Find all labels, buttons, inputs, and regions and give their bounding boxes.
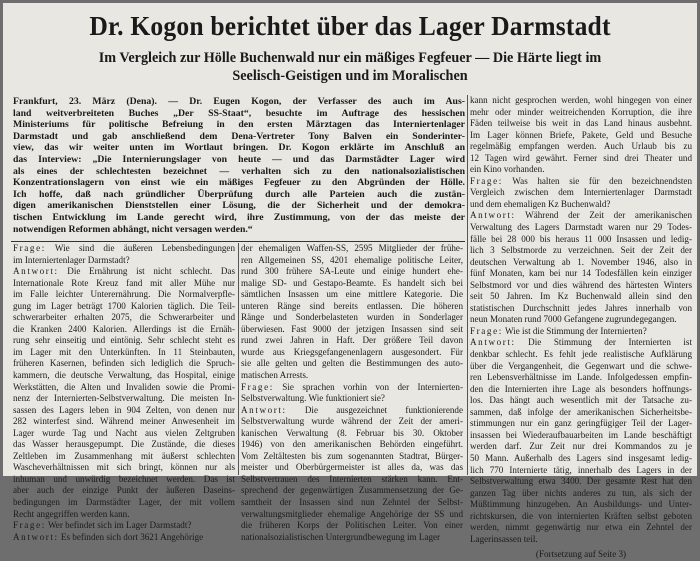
article-line — [13, 532, 235, 544]
article-line — [470, 153, 692, 165]
line-text: malige SD- und Gestapo-Beamte. Es handelt sich bei — [241, 277, 463, 288]
line-text: Internationale Rote Kreuz fand mit aller Mühe nur — [13, 277, 235, 288]
article-line — [470, 187, 692, 199]
line-text: statistischen Durchschnitt jedes Jahres innerhalb von — [470, 302, 692, 313]
article-line — [470, 280, 692, 292]
column-rule-2 — [467, 95, 468, 475]
column-1 — [13, 243, 235, 543]
line-text: sämtlichen Insassen um eine mittlere Kategorie. Die — [241, 289, 463, 300]
lead-line: Darmstadt und gab anschließend dem Dena-Vertreter Tony Balven ein Sonderinter- — [13, 130, 465, 142]
qa-label: Frage: — [13, 243, 46, 253]
article-line — [241, 474, 463, 486]
lead-line: Frankfurt, 23. März (Dena). — Dr. Eugen Kogon, der Verfasser des auch im Aus- — [13, 96, 465, 107]
article-line — [13, 485, 235, 497]
article-line — [13, 324, 235, 336]
article-line — [13, 462, 235, 474]
line-text: Werkstätten, die Alten und Invaliden sowie die Promi- — [13, 381, 235, 392]
line-text: Zeltleben im Zusammenhang mit äußerst schlechten — [13, 450, 235, 461]
line-text: rung sehr einseitig und eintönig. Sehr schlecht steht es — [13, 335, 235, 346]
lead-line: Konzentrationslagern von einst wie ein mäßiges Fegfeuer zu den Abgründen der Hölle. — [13, 177, 465, 189]
lead-line: tischen Entwicklung im Lande gerecht wird, ihre Zustimmung, von der das meiste der — [13, 211, 465, 223]
line-text: lich 3 Selbstmorde zu verzeichnen. Seit der Zeit der — [470, 245, 692, 256]
line-text: nationalsozialistischen Untergrundbewegung im Lager — [241, 531, 441, 542]
column-rule-1 — [238, 243, 239, 475]
article-line — [470, 349, 692, 361]
article-line — [470, 488, 692, 500]
article-line — [241, 509, 463, 521]
line-text: fälle bei 28 000 bis heraus 11 000 Insassen und ledig- — [470, 233, 692, 244]
article-line — [470, 257, 692, 269]
line-text: meister und Oberbürgermeister ist alles da, was das — [241, 462, 463, 473]
lead-line: view, das wir weiter unten im Wortlaut bringen. Dr. Kogon erklärte im Anschluß an — [13, 142, 465, 154]
line-text: deutschen Verwaltung ab 1. November 1946, also in — [470, 256, 692, 267]
line-text: kann nicht gesprochen werden, wohl hingegen von einer — [470, 95, 692, 105]
line-text: Fäden teilweise bis weit in das Land hinaus ausbehnt. — [470, 118, 692, 129]
line-text: los. Das hängt auch wesentlich mit der Tatsache zu- — [470, 395, 692, 406]
article-line — [470, 337, 692, 349]
line-text: Es befinden sich dort 3621 Angehörige — [58, 531, 204, 542]
line-text: sie alle gelten und gelten die Bestimmungen des auto- — [241, 358, 463, 369]
line-text: ren Lebensverhältnisse im Lande. Infolgedessen empfin- — [470, 372, 692, 383]
article-line — [241, 255, 463, 267]
article-line — [241, 278, 463, 290]
line-text: Die Ernährung ist nicht schlecht. Das — [58, 266, 235, 277]
line-text: und dem ehemaligen Kz Buchenwald? — [470, 198, 611, 209]
article-line — [241, 497, 463, 509]
line-text: fünf Monaten, kam bei nur 14 Todesfällen kein einziger — [470, 268, 692, 279]
qa-label: Antwort: — [470, 210, 516, 221]
line-text: ganzen Tag über nichts anderes zu tun, als sich der — [470, 487, 692, 498]
qa-label: Frage: — [470, 325, 503, 336]
line-text: die früheren Korps der Politischen Leiter. Von einer — [241, 520, 463, 531]
line-text: Im Lager können Briefe, Pakete, Geld und Besuche — [470, 129, 692, 140]
article-line — [470, 453, 692, 465]
line-text: überwiesen. Fast 9000 der jetzigen Insassen sind seit — [241, 323, 463, 334]
article-line — [13, 278, 235, 290]
article-line — [470, 384, 692, 396]
line-text: schwerarbeiter erhalten 2075, die Schwerarbeiter und — [13, 312, 235, 323]
line-text: regelmäßig empfangen werden. Auch Urlaub bis zu — [470, 141, 692, 152]
line-text: lich 770 Internierte tätig, innerhalb des Lagers in der — [470, 464, 692, 475]
article-line — [470, 314, 692, 326]
line-text: Wie sind die äußeren Lebensbedingungen — [45, 243, 235, 253]
line-text: den die Internierten ihre Lage als besonders hoffnungs- — [470, 383, 692, 394]
article-line — [241, 324, 463, 336]
line-text: sassen des Lagers leben in 904 Zelten, von denen nur — [13, 404, 235, 415]
line-text: stimmungen nur ein ganz geringfügiger Teil der Lager- — [470, 418, 692, 429]
article-line — [13, 393, 235, 405]
article-line — [470, 234, 692, 246]
article-line — [470, 222, 692, 234]
article-line — [470, 118, 692, 130]
line-text: 282 winterfest sind. Während meiner Anwesenheit im — [13, 416, 235, 427]
line-text: im Lager mit den Unterkünften. In 11 Steinbauten, — [13, 346, 235, 357]
line-text: Selbstverwaltung etwa 3400. Der gesamte Rest hat den — [470, 476, 692, 487]
article-line — [241, 266, 463, 278]
line-text: kammern, die deutsche Verwaltung, das Hospital, einige — [13, 370, 235, 381]
article-line — [470, 107, 692, 119]
line-text: neun Monaten rund 7000 Gefangene zugrundegegangen. — [470, 314, 677, 325]
line-text: werden darf. Zur Zeit nur drei Kommandos zu je — [470, 441, 692, 452]
article-line — [470, 95, 692, 107]
line-text: Recht angegriffen werden kann. — [13, 508, 130, 519]
article-line — [470, 199, 692, 211]
article-line — [470, 534, 692, 546]
article-line — [470, 176, 692, 188]
article-line — [241, 428, 463, 440]
article-line — [241, 462, 463, 474]
article-line — [13, 416, 235, 428]
article-line — [241, 416, 463, 428]
article-line — [13, 266, 235, 278]
line-text: Vergleich zwischen dem Interniertenlager Darmstadt — [470, 187, 692, 198]
line-text: Wer befindet sich im Lager Darmstadt? — [45, 520, 192, 531]
article-line — [241, 532, 463, 544]
subheadline — [3, 49, 697, 85]
line-text: im Falle leichter Unterernährung. Die Normalverpfle- — [13, 289, 235, 300]
article-line — [241, 382, 463, 394]
article-line — [13, 255, 235, 267]
lead-line: digen amerikanischen Dienststellen einer Lösung, die der Sicherheit und der demokra- — [13, 200, 465, 212]
line-text: aber auch der einzige Punkt der äußeren Daseins- — [13, 485, 235, 496]
line-text: mehr oder minder weitreichenden Korruption, die ihre — [470, 106, 692, 117]
line-text: kanischen Verwaltung (8. Februar bis 30. Oktober — [241, 427, 463, 438]
line-text: die Kranken 2400 Kalorien. Allerdings ist die Ernäh- — [13, 323, 235, 334]
line-text: rund zwei Jahren in Haft. Der größere Teil davon — [241, 335, 463, 346]
article-line — [470, 326, 692, 338]
article-line — [470, 164, 692, 176]
article-line — [13, 520, 235, 532]
line-text: 12 Tagen wird gewährt. Ferner sind drei Theater und — [470, 152, 692, 163]
continuation-note: (Fortsetzung auf Seite 3) — [535, 549, 627, 560]
line-text: werden, nimmt gegenwärtig nur etwa ein Zehntel der — [470, 522, 692, 533]
line-text: nenz der Internierten-Selbstverwaltung. Die meisten In- — [13, 393, 235, 404]
lead-line: Ministeriums für politische Befreiung in den ersten Märztagen das Interniertenlager — [13, 119, 465, 131]
article-line — [13, 243, 235, 255]
line-text: sammen, daß infolge der amerikanischen Sicherheitsbe- — [470, 406, 692, 417]
article-line — [241, 243, 463, 255]
line-text: der ehemaligen Waffen-SS, 2595 Mitglieder der frühe- — [241, 243, 463, 253]
column-3 — [470, 95, 692, 561]
lead-line: als eines der schlechtesten bezeichnet — verhalten sich zu den nationalsozialistischen — [13, 165, 465, 177]
article-line — [241, 451, 463, 463]
article-line — [13, 358, 235, 370]
article-line — [13, 474, 235, 486]
line-text: Ränge und Sonderbelasteten wurden in Sonderlager — [241, 312, 463, 323]
article-line — [470, 291, 692, 303]
article-line — [470, 210, 692, 222]
qa-label: Antwort: — [13, 531, 59, 542]
lead-line: das Interview: „Die Internierungslager von heute — und das Darmstädter Lager wird — [13, 153, 465, 165]
line-text: bedingungen im Darmstädter Lager, der mit vollem — [13, 497, 235, 508]
line-text: Müßtimmung hinzugeben. An Ausbildungs- und Unter- — [470, 499, 692, 510]
line-text: im Interniertenlager Darmstadt? — [13, 254, 130, 265]
article-line — [13, 370, 235, 382]
lead-line: Ich hoffe, daß nach gründlicher Überprüfung durch alle Parteien auch die zustän- — [13, 188, 465, 200]
article-line — [470, 268, 692, 280]
line-text: denkbar schlecht. Es fehlt jede realistische Aufklärung — [470, 349, 692, 360]
article-line — [13, 497, 235, 509]
subheadline-line-1: Im Vergleich zur Hölle Buchenwald nur ein mäßiges Fegfeuer — Die Härte liegt im — [98, 50, 602, 66]
article-line — [13, 382, 235, 394]
line-text: sprechend der gegenwärtigen Zusammensetzung der Ge- — [241, 485, 463, 496]
line-text: Wascheverhältnissen mit sich bringt, können nur als — [13, 462, 235, 473]
line-text: Selbstverwaltung wurde während der Zeit der ameri- — [241, 416, 463, 427]
line-text: Selbstmord vor und dies während des härtesten Winters — [470, 279, 692, 290]
article-line — [470, 418, 692, 430]
line-text: seit 50 Jahren. Im Kz Buchenwald allein sind den — [470, 291, 692, 302]
line-text: Während der Zeit der amerikanischen — [515, 210, 692, 221]
line-text: unteren Ränge sind bereits entlassen. Die höheren — [241, 300, 463, 311]
article-line — [241, 289, 463, 301]
article-line — [241, 301, 463, 313]
lead-line: notwendigen Reformen abhängt, nicht versagen werden.“ — [13, 223, 253, 235]
qa-label: Frage: — [470, 175, 503, 186]
column-2 — [241, 243, 463, 543]
line-text: samtheit der Insassen sind nun Zehntel der Selbst- — [241, 497, 463, 508]
article-line — [241, 358, 463, 370]
line-text: Sie sprachen vorhin von der Internierten- — [273, 381, 463, 392]
article-line — [13, 289, 235, 301]
newspaper-page — [3, 3, 697, 560]
line-text: 1946) von den amerikanischen Behörden eingeführt. — [241, 439, 463, 450]
article-line — [470, 303, 692, 315]
line-text: das Wasser herausgepumpt. Die Zustände, die dieses — [13, 439, 235, 450]
line-text: über die Vergangenheit, die Gegenwart und die schwe- — [470, 360, 692, 371]
line-text: rund 300 frühere SA-Leute und einige hundert ehe- — [241, 266, 463, 277]
line-text: ein Kino vorhanden. — [470, 164, 545, 175]
headline: Dr. Kogon berichtet über das Lager Darmstadt — [89, 10, 611, 41]
article-line — [13, 312, 235, 324]
line-text: insassen bei Wiederaufbauarbeiten im Lande beschäftigt — [470, 429, 692, 440]
line-text: Vom Zeltältesten bis zum sogenannten Stadtrat, Bürger- — [241, 450, 463, 461]
line-text: matischen Arrests. — [241, 370, 309, 381]
subheadline-line-2: Seelisch-Geistigen und im Moralischen — [232, 68, 468, 84]
qa-label: Frage: — [13, 520, 46, 531]
article-line — [241, 347, 463, 359]
article-line — [470, 522, 692, 534]
article-line — [470, 361, 692, 373]
article-line — [241, 439, 463, 451]
line-text: Selbstverwaltung. Wie funktioniert sie? — [241, 393, 385, 404]
line-text: 50 Mann. Außerhalb des Lagers sind insgesamt ledig- — [470, 452, 692, 463]
article-line — [470, 430, 692, 442]
line-text: inhuman und unwürdig bezeichnet werden. Das ist — [13, 473, 235, 484]
line-text: früheren Kasernen, befinden sich lediglich die Spruch- — [13, 358, 235, 369]
article-line — [241, 393, 463, 405]
article-line — [13, 451, 235, 463]
line-text: gung im Lager beträgt 1700 Kalorien täglich. Die Teil- — [13, 300, 235, 311]
article-line — [13, 335, 235, 347]
article-line — [13, 301, 235, 313]
qa-label: Antwort: — [13, 266, 59, 277]
line-text: Was halten sie für den bezeichnendsten — [502, 175, 692, 186]
article-line — [470, 395, 692, 407]
article-line — [470, 407, 692, 419]
section-divider — [11, 241, 465, 242]
line-text: Verwaltung des Lagers Darmstadt waren nur 29 Todes- — [470, 222, 692, 233]
article-line — [13, 428, 235, 440]
article-line — [470, 372, 692, 384]
article-line — [470, 141, 692, 153]
article-line — [13, 439, 235, 451]
article-line — [241, 520, 463, 532]
lead-line: land weitverbreiteten Buches „Der SS-Staat“, besuchte im Auftrage des hessischen — [13, 107, 465, 119]
line-text: richtskursen, die von internierten Kräften selbst geboten — [470, 510, 692, 521]
article-line — [470, 441, 692, 453]
article-line — [241, 485, 463, 497]
article-line — [241, 370, 463, 382]
article-line — [470, 499, 692, 511]
qa-label: Frage: — [241, 381, 274, 392]
article-line — [470, 130, 692, 142]
article-line — [470, 245, 692, 257]
line-text: Lagerinsassen teil. — [470, 533, 538, 544]
article-line — [241, 335, 463, 347]
qa-label: Antwort: — [241, 404, 287, 415]
lead-paragraph — [13, 96, 465, 235]
article-line — [241, 312, 463, 324]
line-text: Die ausgezeichnet funktionierende — [286, 404, 463, 415]
article-line — [241, 405, 463, 417]
qa-label: Antwort: — [470, 337, 516, 348]
line-text: Lager wurde Tag und Nacht aus vielen Zeltgruben — [13, 427, 235, 438]
line-text: verwaltungsmitglieder ehemalige Angehörige der SS und — [241, 508, 463, 519]
article-line — [13, 347, 235, 359]
article-line — [470, 511, 692, 523]
line-text: Wie ist die Stimmung der Internierten? — [502, 325, 647, 336]
article-line — [13, 509, 235, 521]
article-line — [13, 405, 235, 417]
line-text: Die Stimmung der Internierten ist — [515, 337, 692, 348]
line-text: ren Allgemeinen SS, 4201 ehemalige politische Leiter, — [241, 254, 463, 265]
line-text: Selbstvertrauen des Internierten stärken kann. Ent- — [241, 473, 463, 484]
line-text: wurde aus Kriegsgefangenenlagern ausgesondert. Für — [241, 346, 463, 357]
article-line — [470, 465, 692, 477]
article-line — [470, 476, 692, 488]
